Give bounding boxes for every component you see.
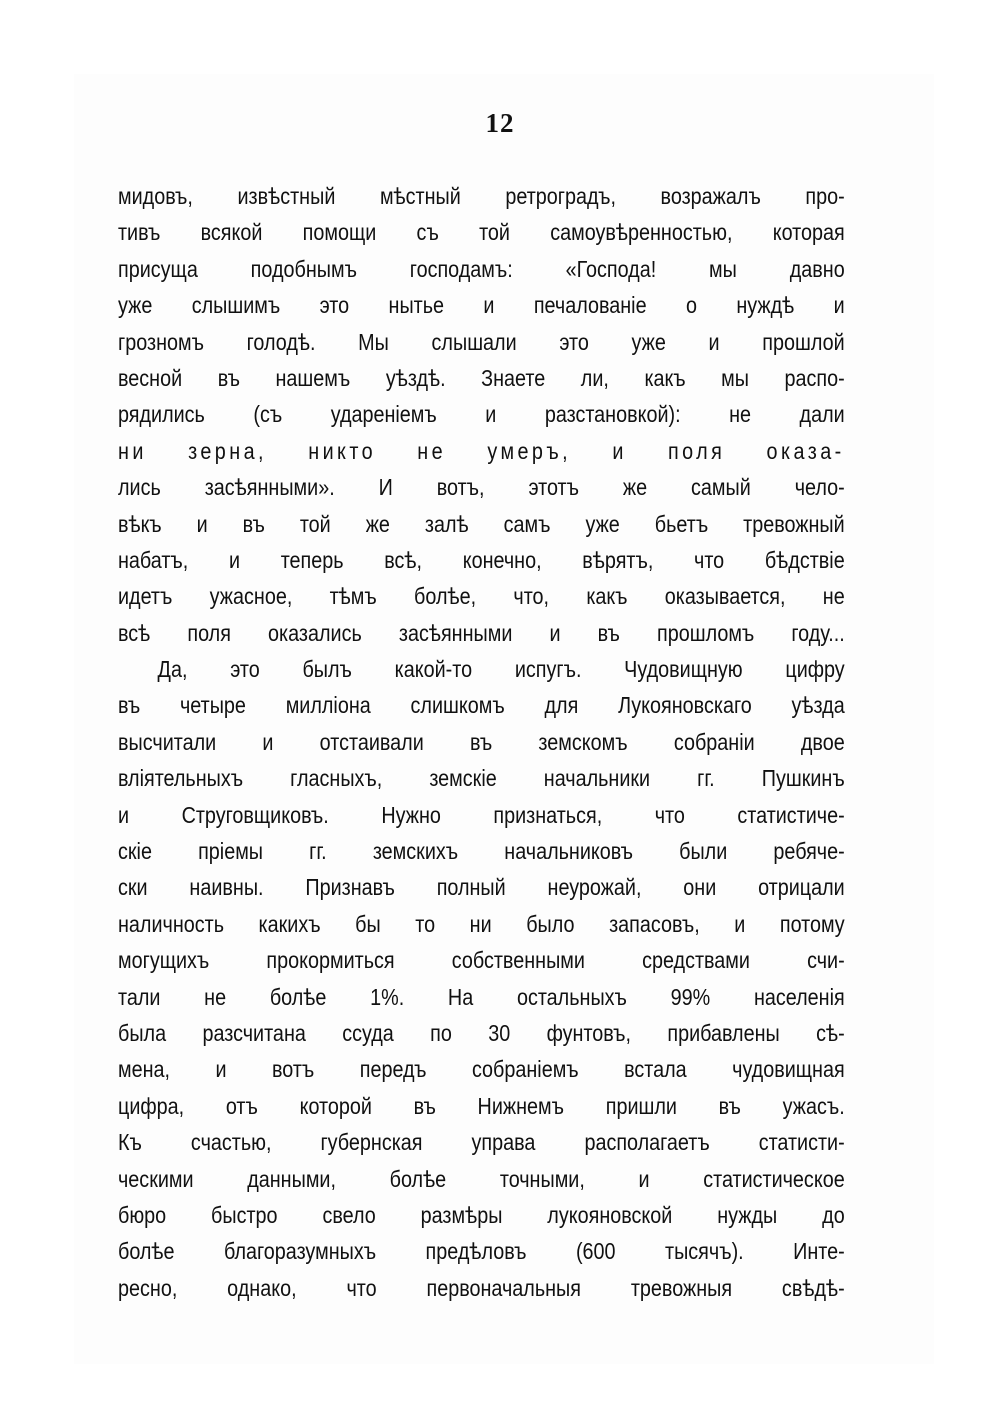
text-line: была разсчитана ссуда по 30 фунтовъ, прибавлены сѣ-: [118, 1019, 845, 1046]
text-line: всѣ поля оказались засѣянными и въ прошломъ году...: [118, 619, 845, 646]
text-line: мена, и вотъ передъ собраніемъ встала чудовищная: [118, 1056, 845, 1083]
text-line: бюро быстро свело размѣры лукояновской нужды до: [118, 1201, 845, 1228]
text-line: болѣе благоразумныхъ предѣловъ (600 тысячъ). Инте-: [118, 1238, 845, 1265]
text-line: въ четыре милліона слишкомъ для Лукояновскаго уѣзда: [118, 692, 845, 719]
text-line: лись засѣянными». И вотъ, этотъ же самый чело-: [118, 474, 845, 501]
text-line: вліятельныхъ гласныхъ, земскіе начальники гг. Пушкинъ: [118, 765, 845, 792]
text-line: рядились (съ удареніемъ и разстановкой): не дали: [118, 401, 845, 428]
text-line: набатъ, и теперь всѣ, конечно, вѣрятъ, что бѣдствіе: [118, 546, 845, 573]
body-text: [118, 178, 845, 1306]
text-line: ческими данными, болѣе точными, и статистическое: [118, 1165, 845, 1192]
text-line: присуща подобнымъ господамъ: «Господа! мы давно: [118, 255, 845, 282]
text-line: уже слышимъ это нытье и печалованіе о нуждѣ и: [118, 292, 845, 319]
text-line: цифра, отъ которой въ Нижнемъ пришли въ ужасъ.: [118, 1092, 845, 1119]
text-line: Да, это былъ какой-то испугъ. Чудовищную цифру: [157, 656, 845, 683]
page-number: 12: [485, 108, 515, 138]
text-line: могущихъ прокормиться собственными средствами счи-: [118, 947, 845, 974]
text-line: ски наивны. Признавъ полный неурожай, они отрицали: [118, 874, 845, 901]
text-line: и Струговщиковъ. Нужно признаться, что статистиче-: [118, 801, 845, 828]
text-line: грозномъ голодѣ. Мы слышали это уже и прошлой: [118, 328, 845, 355]
text-line: ресно, однако, что первоначальныя тревожныя свѣдѣ-: [118, 1274, 845, 1301]
text-line: мидовъ, извѣстный мѣстный ретроградъ, возражалъ про-: [118, 183, 845, 209]
text-line: наличность какихъ бы то ни было запасовъ, и потому: [118, 910, 845, 937]
text-line: тали не болѣе 1%. На остальныхъ 99% населенія: [118, 983, 845, 1010]
text-line: ни зерна, никто не умеръ, и поля оказа-: [118, 437, 845, 464]
paragraph-1: [118, 178, 845, 651]
text-line: высчитали и отстаивали въ земскомъ собраніи двое: [118, 728, 845, 755]
text-line: тивъ всякой помощи съ той самоувѣренностью, которая: [118, 219, 845, 246]
text-line: вѣкъ и въ той же залѣ самъ уже бьетъ тревожный: [118, 510, 845, 537]
text-line: весной въ нашемъ уѣздѣ. Знаете ли, какъ мы распо-: [118, 364, 845, 391]
text-line: идетъ ужасное, тѣмъ болѣе, что, какъ оказывается, не: [118, 583, 845, 610]
text-line: скіе пріемы гг. земскихъ начальниковъ были ребяче-: [118, 838, 845, 865]
text-line: Къ счастью, губернская управа располагаетъ статисти-: [118, 1129, 845, 1156]
paragraph-2: [118, 651, 845, 1306]
